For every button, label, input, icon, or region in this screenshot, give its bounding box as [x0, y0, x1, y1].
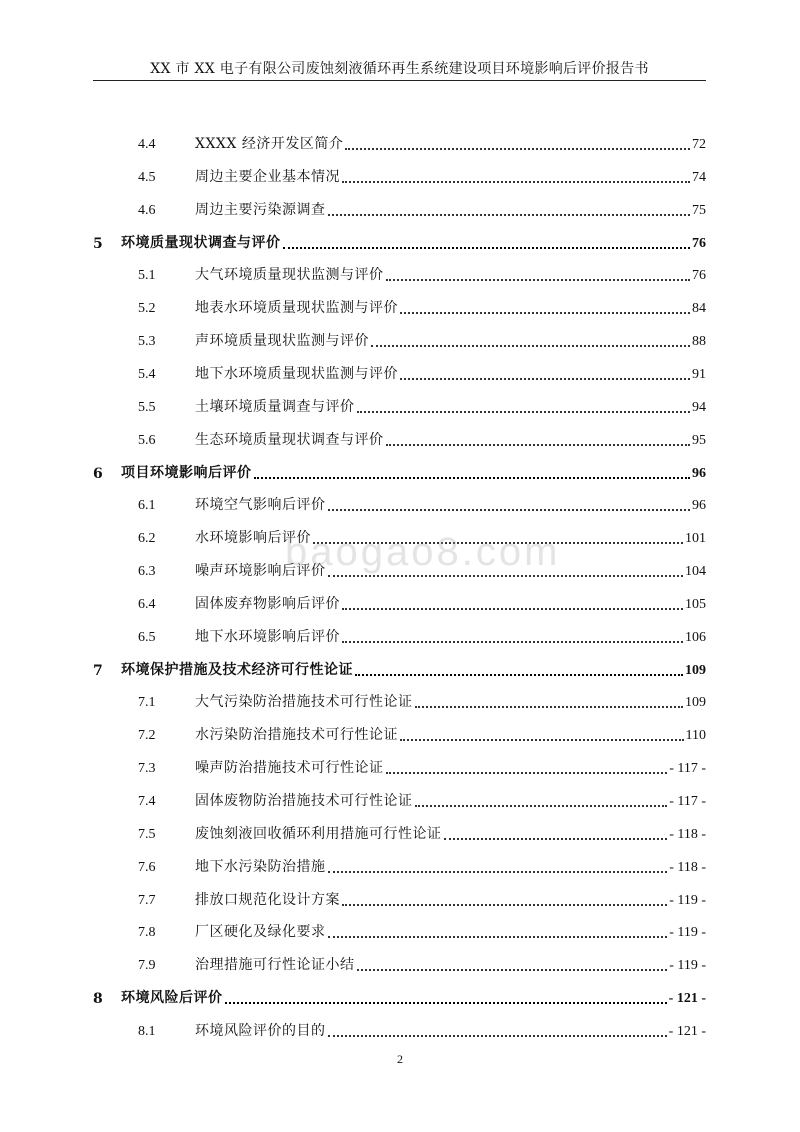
toc-entry-title: 环境质量现状调查与评价 [121, 234, 281, 251]
toc-entry-title: 废蚀刻液回收循环利用措施可行性论证 [195, 825, 442, 842]
toc-entry-title: 噪声防治措施技术可行性论证 [195, 760, 384, 777]
toc-dot-leader [357, 969, 668, 971]
toc-entry-body [195, 691, 706, 713]
toc-entry-page: 94 [692, 399, 706, 415]
toc-entry-body [195, 133, 706, 155]
toc-entry-number: 7 [93, 662, 103, 679]
toc-section-entry[interactable] [93, 624, 706, 648]
toc-entry-body [195, 921, 706, 943]
toc-entry-title: XXXX 经济开发区简介 [195, 136, 344, 152]
toc-entry-title: 声环境质量现状监测与评价 [195, 333, 369, 350]
toc-section-entry[interactable] [93, 1018, 706, 1042]
toc-entry-number: 7.2 [138, 728, 156, 744]
toc-entry-page: 96 [692, 498, 706, 514]
toc-entry-body [121, 987, 706, 1009]
toc-dot-leader [328, 509, 691, 511]
toc-entry-body [195, 429, 706, 451]
toc-entry-body [195, 856, 706, 878]
toc-entry-page: 75 [692, 202, 706, 218]
toc-entry-number: 7.5 [138, 826, 156, 842]
toc-entry-body [195, 724, 706, 746]
toc-section-entry[interactable] [93, 788, 706, 812]
toc-entry-body [195, 823, 706, 845]
toc-entry-title: 项目环境影响后评价 [121, 464, 252, 481]
toc-section-entry[interactable] [93, 427, 706, 451]
toc-entry-number: 4.5 [138, 169, 156, 185]
toc-entry-page: 72 [692, 137, 706, 152]
toc-entry-page: 74 [692, 169, 706, 185]
toc-entry-body [121, 462, 706, 484]
toc-dot-leader [342, 904, 667, 906]
toc-entry-body [195, 166, 706, 188]
toc-dot-leader [371, 345, 690, 347]
toc-entry-number: 8 [93, 991, 103, 1008]
toc-dot-leader [342, 641, 683, 643]
toc-section-entry[interactable] [93, 295, 706, 319]
toc-entry-body [195, 330, 706, 352]
toc-entry-title: 噪声环境影响后评价 [195, 563, 326, 580]
toc-entry-title: 排放口规范化设计方案 [195, 891, 340, 908]
toc-section-entry[interactable] [93, 164, 706, 188]
toc-entry-title: 地下水环境影响后评价 [195, 628, 340, 645]
toc-entry-page: - 119 - [669, 958, 706, 974]
toc-entry-body [195, 264, 706, 286]
toc-dot-leader [328, 214, 691, 216]
toc-entry-title: 地下水环境质量现状监测与评价 [195, 365, 398, 382]
toc-section-entry[interactable] [93, 492, 706, 516]
toc-entry-body [195, 790, 706, 812]
toc-entry-body [195, 297, 706, 319]
watermark: baogao8.com [285, 530, 561, 574]
toc-entry-page: 96 [692, 465, 706, 481]
toc-section-entry[interactable] [93, 131, 706, 155]
toc-entry-number: 5.5 [138, 399, 156, 415]
toc-entry-page: 88 [692, 334, 706, 350]
toc-entry-body [195, 889, 706, 911]
toc-entry-title: 周边主要污染源调查 [195, 201, 326, 218]
toc-entry-number: 6.4 [138, 596, 156, 612]
toc-dot-leader [386, 772, 668, 774]
toc-entry-page: - 118 - [669, 859, 706, 875]
toc-entry-title: 生态环境质量现状调查与评价 [195, 431, 384, 448]
toc-dot-leader [400, 312, 690, 314]
toc-entry-title: 厂区硬化及绿化要求 [195, 924, 326, 941]
toc-dot-leader [328, 936, 668, 938]
toc-entry-title: 固体废物防治措施技术可行性论证 [195, 793, 413, 809]
toc-entry-number: 6.5 [138, 629, 156, 645]
toc-entry-number: 5.1 [138, 268, 156, 284]
toc-entry-body [195, 757, 706, 779]
toc-section-entry[interactable] [93, 919, 706, 943]
toc-section-entry[interactable] [93, 394, 706, 418]
toc-entry-title: 大气环境质量现状监测与评价 [195, 267, 384, 284]
toc-section-entry[interactable] [93, 952, 706, 976]
toc-entry-body [195, 954, 706, 976]
toc-entry-title: 环境风险评价的目的 [195, 1022, 326, 1039]
toc-entry-title: 水环境影响后评价 [195, 530, 311, 547]
toc-dot-leader [254, 477, 691, 479]
toc-dot-leader [328, 871, 668, 873]
toc-entry-number: 7.6 [138, 859, 156, 875]
toc-entry-number: 6 [93, 465, 103, 482]
toc-entry-page: - 121 - [668, 1023, 706, 1039]
toc-entry-body [195, 199, 706, 221]
toc-chapter-entry[interactable] [93, 460, 706, 484]
toc-entry-number: 5.3 [138, 334, 156, 350]
toc-entry-page: 101 [685, 531, 706, 547]
toc-entry-number: 7.4 [138, 794, 156, 809]
toc-dot-leader [415, 706, 684, 708]
toc-entry-page: - 119 - [669, 892, 706, 908]
toc-entry-page: 76 [692, 235, 706, 251]
toc-dot-leader [357, 411, 691, 413]
page-number: 2 [397, 1052, 403, 1066]
toc-dot-leader [328, 575, 684, 577]
toc-entry-page: - 118 - [669, 826, 706, 842]
toc-entry-number: 6.1 [138, 498, 156, 514]
toc-dot-leader [342, 608, 683, 610]
toc-entry-body [195, 363, 706, 385]
toc-dot-leader [355, 674, 683, 676]
toc-entry-page: 110 [685, 728, 706, 744]
toc-dot-leader [386, 444, 691, 446]
toc-entry-number: 7.8 [138, 925, 156, 941]
toc-entry-page: 106 [685, 629, 706, 645]
toc-dot-leader [225, 1002, 667, 1004]
toc-entry-page: - 117 - [669, 761, 706, 777]
toc-entry-body [195, 1020, 706, 1042]
toc-entry-page: - 117 - [669, 794, 706, 809]
toc-entry-title: 周边主要企业基本情况 [195, 168, 340, 185]
toc-entry-page: - 119 - [669, 925, 706, 941]
toc-entry-title: 地表水环境质量现状监测与评价 [195, 300, 398, 317]
toc-entry-number: 5.2 [138, 301, 156, 317]
toc-entry-title: 环境空气影响后评价 [195, 497, 326, 514]
toc-dot-leader [444, 838, 668, 840]
toc-entry-page: - 121 - [668, 991, 706, 1007]
toc-entry-number: 8.1 [138, 1023, 156, 1039]
toc-entry-page: 105 [685, 596, 706, 612]
toc-entry-number: 5 [93, 235, 103, 252]
toc-entry-body [195, 626, 706, 648]
toc-chapter-entry[interactable] [93, 985, 706, 1009]
toc-section-entry[interactable] [93, 262, 706, 286]
toc-entry-page: 109 [685, 695, 706, 711]
toc-entry-number: 5.4 [138, 366, 156, 382]
toc-dot-leader [400, 739, 684, 741]
toc-entry-title: 地下水污染防治措施 [195, 858, 326, 875]
toc-section-entry[interactable] [93, 591, 706, 615]
toc-entry-page: 109 [685, 662, 706, 678]
toc-entry-page: 76 [692, 268, 706, 284]
toc-entry-title: 环境保护措施及技术经济可行性论证 [121, 661, 353, 678]
toc-entry-title: 固体废弃物影响后评价 [195, 595, 340, 612]
running-header: XX 市 XX 电子有限公司废蚀刻液循环再生系统建设项目环境影响后评价报告书 [150, 61, 649, 77]
toc-dot-leader [342, 181, 690, 183]
toc-entry-number: 6.3 [138, 564, 156, 580]
toc-section-entry[interactable] [93, 755, 706, 779]
toc-section-entry[interactable] [93, 854, 706, 878]
toc-section-entry[interactable] [93, 689, 706, 713]
toc-section-entry[interactable] [93, 197, 706, 221]
toc-chapter-entry[interactable] [93, 657, 706, 681]
toc-entry-body [195, 494, 706, 516]
toc-section-entry[interactable] [93, 722, 706, 746]
toc-entry-number: 4.4 [138, 137, 156, 152]
toc-chapter-entry[interactable] [93, 230, 706, 254]
toc-section-entry[interactable] [93, 821, 706, 845]
toc-section-entry[interactable] [93, 328, 706, 352]
toc-entry-number: 7.7 [138, 892, 156, 908]
toc-entry-page: 95 [692, 432, 706, 448]
toc-entry-body [121, 232, 706, 254]
toc-entry-title: 水污染防治措施技术可行性论证 [195, 727, 398, 744]
toc-section-entry[interactable] [93, 887, 706, 911]
toc-entry-body [121, 659, 706, 681]
toc-entry-page: 104 [685, 564, 706, 580]
toc-dot-leader [386, 279, 691, 281]
toc-entry-body [195, 593, 706, 615]
toc-entry-number: 7.3 [138, 761, 156, 777]
toc-entry-title: 大气污染防治措施技术可行性论证 [195, 694, 413, 711]
toc-entry-number: 7.9 [138, 958, 156, 974]
toc-dot-leader [328, 1035, 667, 1037]
toc-dot-leader [345, 148, 690, 150]
toc-section-entry[interactable] [93, 361, 706, 385]
toc-entry-number: 7.1 [138, 695, 156, 711]
toc-entry-number: 5.6 [138, 432, 156, 448]
toc-entry-page: 84 [692, 301, 706, 317]
toc-entry-number: 6.2 [138, 531, 156, 547]
toc-entry-body [195, 396, 706, 418]
toc-entry-title: 治理措施可行性论证小结 [195, 957, 355, 974]
toc-entry-title: 环境风险后评价 [121, 990, 223, 1007]
toc-dot-leader [400, 378, 690, 380]
toc-entry-page: 91 [692, 366, 706, 382]
toc-dot-leader [415, 805, 668, 807]
toc-entry-title: 土壤环境质量调查与评价 [195, 398, 355, 415]
toc-dot-leader [283, 247, 691, 249]
toc-entry-number: 4.6 [138, 202, 156, 218]
